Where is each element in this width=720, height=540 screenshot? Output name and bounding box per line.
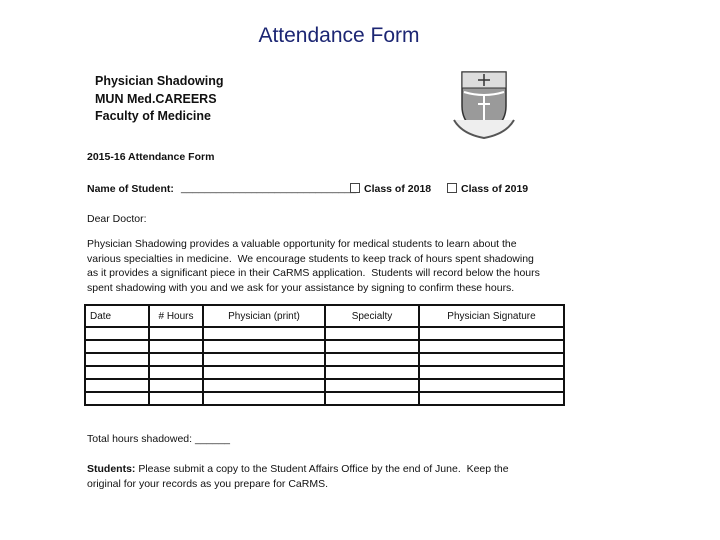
col-hours: # Hours bbox=[149, 305, 203, 327]
table-cell[interactable] bbox=[149, 327, 203, 340]
name-of-student-label: Name of Student: bbox=[87, 183, 174, 195]
table-row bbox=[85, 379, 564, 392]
footer-note bbox=[87, 462, 509, 492]
table-cell[interactable] bbox=[149, 379, 203, 392]
total-hours-shadowed[interactable]: Total hours shadowed: ______ bbox=[87, 433, 231, 445]
checkbox-icon bbox=[447, 183, 457, 193]
class-2019-label: Class of 2019 bbox=[461, 183, 529, 195]
table-cell[interactable] bbox=[203, 379, 325, 392]
table-cell[interactable] bbox=[419, 379, 564, 392]
table-cell[interactable] bbox=[325, 366, 419, 379]
footer-bold: Students: bbox=[87, 463, 136, 475]
body-line: as it provides a significant piece in their CaRMS application. Students will record below the hours bbox=[87, 267, 540, 279]
table-cell[interactable] bbox=[419, 366, 564, 379]
header-line-2: MUN Med.CAREERS bbox=[95, 92, 217, 106]
footer-line-1: Please submit a copy to the Student Affairs Office by the end of June. Keep the bbox=[135, 463, 509, 475]
body-line: spent shadowing with you and we ask for your assistance by signing to confirm these hours. bbox=[87, 281, 515, 294]
table-cell[interactable] bbox=[85, 366, 149, 379]
name-of-student-field[interactable]: ______________________________ bbox=[181, 182, 357, 194]
col-date: Date bbox=[85, 305, 149, 327]
table-header-row bbox=[85, 305, 564, 327]
footer-line-2: original for your records as you prepare for CaRMS. bbox=[87, 478, 329, 490]
table-cell[interactable] bbox=[419, 353, 564, 366]
university-crest-icon bbox=[452, 70, 516, 140]
table-cell[interactable] bbox=[85, 340, 149, 353]
table-row bbox=[85, 392, 564, 405]
table-cell[interactable] bbox=[419, 392, 564, 405]
table-cell[interactable] bbox=[203, 392, 325, 405]
table-cell[interactable] bbox=[419, 327, 564, 340]
table-cell[interactable] bbox=[85, 353, 149, 366]
table-cell[interactable] bbox=[203, 353, 325, 366]
class-2019-checkbox[interactable] bbox=[447, 183, 528, 195]
table-cell[interactable] bbox=[203, 340, 325, 353]
page-title: Attendance Form bbox=[258, 24, 420, 47]
table-row bbox=[85, 353, 564, 366]
table-cell[interactable] bbox=[149, 353, 203, 366]
col-specialty: Specialty bbox=[325, 305, 419, 327]
table-cell[interactable] bbox=[203, 327, 325, 340]
table-cell[interactable] bbox=[325, 392, 419, 405]
attendance-table bbox=[84, 304, 565, 406]
header-line-1: Physician Shadowing bbox=[95, 74, 224, 88]
table-cell[interactable] bbox=[325, 379, 419, 392]
table-cell[interactable] bbox=[325, 353, 419, 366]
table-cell[interactable] bbox=[149, 366, 203, 379]
table-row bbox=[85, 340, 564, 353]
body-line: Physician Shadowing provides a valuable opportunity for medical students to learn about the bbox=[87, 238, 517, 250]
table-cell[interactable] bbox=[85, 392, 149, 405]
class-2018-label: Class of 2018 bbox=[364, 183, 432, 195]
body-line: various specialties in medicine. We encourage students to keep track of hours spent shadowing bbox=[87, 252, 534, 265]
table-cell[interactable] bbox=[149, 392, 203, 405]
col-physician-print: Physician (print) bbox=[203, 305, 325, 327]
table-cell[interactable] bbox=[325, 340, 419, 353]
col-physician-signature: Physician Signature bbox=[419, 305, 564, 327]
table-cell[interactable] bbox=[85, 379, 149, 392]
greeting: Dear Doctor: bbox=[87, 213, 147, 225]
checkbox-icon bbox=[350, 183, 360, 193]
table-cell[interactable] bbox=[419, 340, 564, 353]
table-cell[interactable] bbox=[85, 327, 149, 340]
table-row bbox=[85, 327, 564, 340]
table-cell[interactable] bbox=[149, 340, 203, 353]
table-row bbox=[85, 366, 564, 379]
body-paragraph bbox=[87, 237, 540, 295]
form-title: 2015-16 Attendance Form bbox=[87, 151, 215, 163]
table-cell[interactable] bbox=[325, 327, 419, 340]
class-2018-checkbox[interactable] bbox=[350, 183, 431, 195]
table-cell[interactable] bbox=[203, 366, 325, 379]
header-line-3: Faculty of Medicine bbox=[95, 109, 211, 123]
